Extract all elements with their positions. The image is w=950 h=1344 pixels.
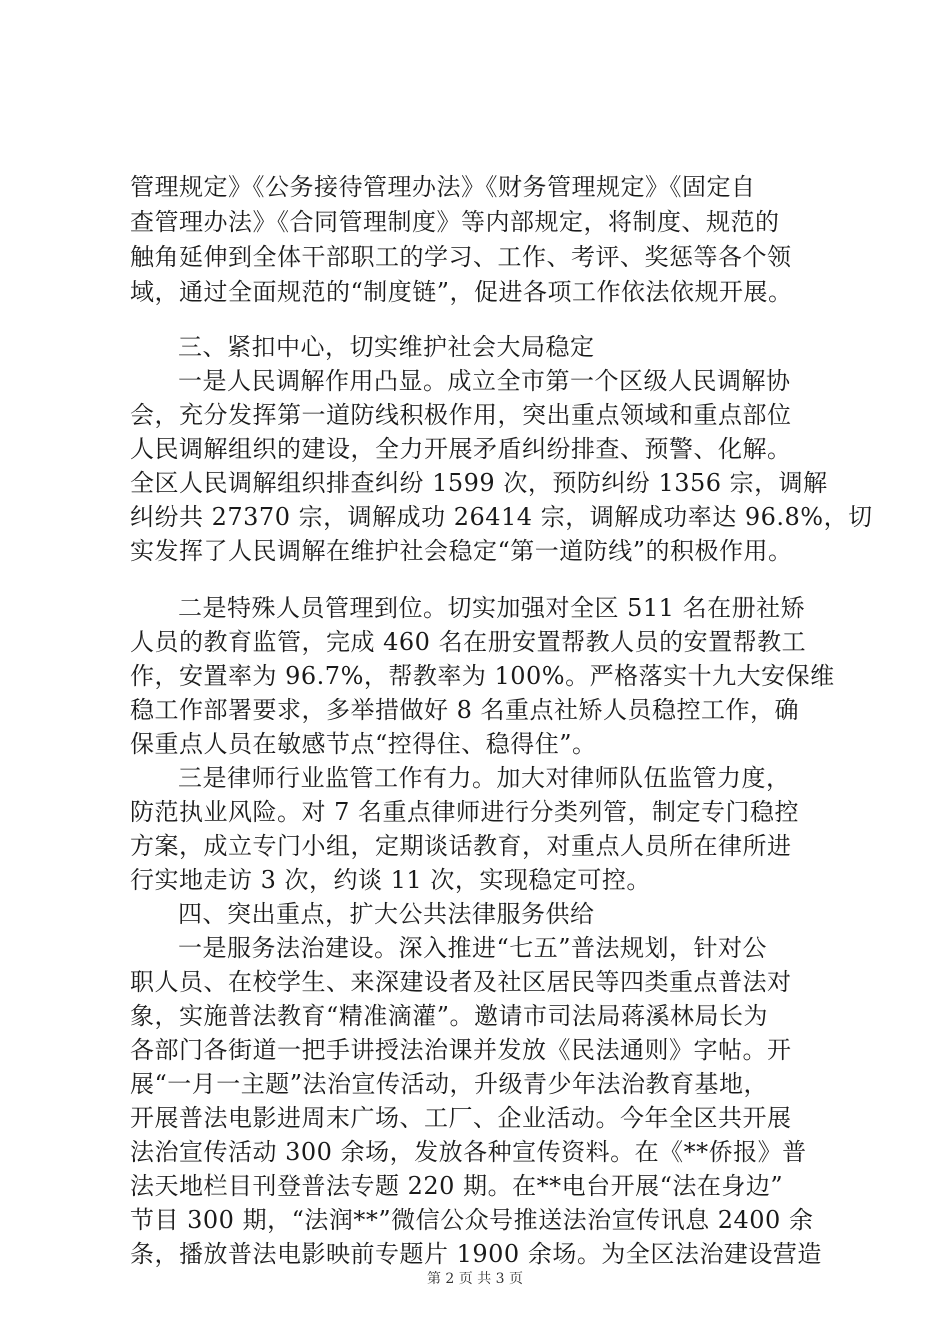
paragraph-line: 二是特殊人员管理到位。切实加强对全区 511 名在册社矫 <box>178 594 806 622</box>
paragraph-line: 人员的教育监管，完成 460 名在册安置帮教人员的安置帮教工 <box>130 628 807 656</box>
paragraph-line: 管理规定》《公务接待管理办法》《财务管理规定》《固定自 <box>130 173 756 201</box>
paragraph-line: 法治宣传活动 300 余场，发放各种宣传资料。在《**侨报》普 <box>130 1138 807 1166</box>
paragraph-line: 查管理办法》《合同管理制度》等内部规定，将制度、规范的 <box>130 208 780 236</box>
paragraph-line: 一是服务法治建设。深入推进“七五”普法规划，针对公 <box>178 934 768 962</box>
paragraph-line: 域，通过全面规范的“制度链”，促进各项工作依法依规开展。 <box>130 278 793 306</box>
paragraph-line: 象，实施普法教育“精准滴灌”。邀请市司法局蒋溪林局长为 <box>130 1002 769 1030</box>
paragraph-line: 触角延伸到全体干部职工的学习、工作、考评、奖惩等各个领 <box>130 243 792 271</box>
paragraph-line: 一是人民调解作用凸显。成立全市第一个区级人民调解协 <box>178 367 791 395</box>
paragraph-line: 开展普法电影进周末广场、工厂、企业活动。今年全区共开展 <box>130 1104 792 1132</box>
paragraph-line: 作，安置率为 96.7%，帮教率为 100%。严格落实十九大安保维 <box>130 662 835 690</box>
section-heading: 三、紧扣中心，切实维护社会大局稳定 <box>178 333 595 361</box>
paragraph-line: 职人员、在校学生、来深建设者及社区居民等四类重点普法对 <box>130 968 792 996</box>
paragraph-line: 人民调解组织的建设，全力开展矛盾纠纷排查、预警、化解。 <box>130 435 792 463</box>
paragraph-line: 保重点人员在敏感节点“控得住、稳得住”。 <box>130 730 597 758</box>
paragraph-line: 防范执业风险。对 7 名重点律师进行分类列管，制定专门稳控 <box>130 798 800 826</box>
paragraph-line: 纠纷共 27370 宗，调解成功 26414 宗，调解成功率达 96.8%，切 <box>130 503 873 531</box>
paragraph-line: 方案，成立专门小组，定期谈话教育，对重点人员所在律所进 <box>130 832 792 860</box>
paragraph-line: 全区人民调解组织排查纠纷 1599 次，预防纠纷 1356 宗，调解 <box>130 469 828 497</box>
paragraph-line: 条，播放普法电影映前专题片 1900 余场。为全区法治建设营造 <box>130 1240 822 1268</box>
paragraph-line: 法天地栏目刊登普法专题 220 期。在**电台开展“法在身边” <box>130 1172 784 1200</box>
paragraph-line: 行实地走访 3 次，约谈 11 次，实现稳定可控。 <box>130 866 651 894</box>
paragraph-line: 稳工作部署要求，多举措做好 8 名重点社矫人员稳控工作，确 <box>130 696 800 724</box>
paragraph-line: 实发挥了人民调解在维护社会稳定“第一道防线”的积极作用。 <box>130 537 793 565</box>
paragraph-line: 三是律师行业监管工作有力。加大对律师队伍监管力度， <box>178 764 791 792</box>
paragraph-line: 各部门各街道一把手讲授法治课并发放《民法通则》字帖。开 <box>130 1036 792 1064</box>
section-heading: 四、突出重点，扩大公共法律服务供给 <box>178 900 595 928</box>
paragraph-line: 会，充分发挥第一道防线积极作用，突出重点领域和重点部位 <box>130 401 792 429</box>
page-number-footer: 第 2 页 共 3 页 <box>426 1271 524 1287</box>
paragraph-line: 展“一月一主题”法治宣传活动，升级青少年法治教育基地， <box>130 1070 769 1098</box>
paragraph-line: 节目 300 期，“法润**”微信公众号推送法治宣传讯息 2400 余 <box>130 1206 814 1234</box>
